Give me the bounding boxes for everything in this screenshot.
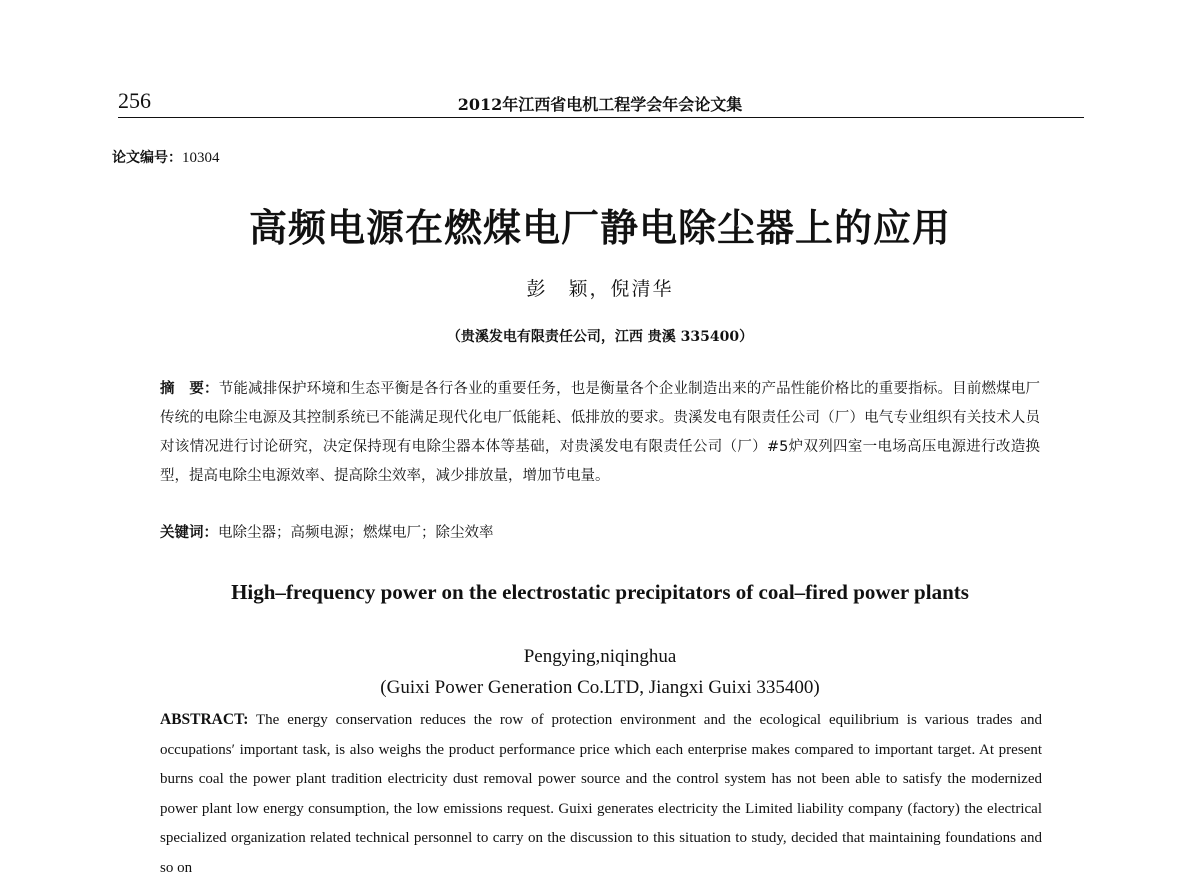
title-english: High–frequency power on the electrostatic precipitators of coal–fired power plants <box>231 580 969 604</box>
abstract-chinese-text: 节能减排保护环境和生态平衡是各行各业的重要任务，也是衡量各个企业制造出来的产品性能价格比的重要指标。目前燃煤电厂传统的电除尘电源及其控制系统已不能满足现代化电厂低能耗、低排放的要求。贵溪发电有限责任公司（厂）电气专业组织有关技术人员对该情况进行讨论研究，决定保持现有电除尘器本体等基础，对贵溪发电有限责任公司（厂）#5炉双列四室一电场高压电源进行改造换型，提高电除尘电源效率、提高除尘效率，减少排放量，增加节电量。 <box>160 381 1041 484</box>
keywords-chinese <box>160 521 1040 542</box>
running-head: 2012年江西省电机工程学会年会论文集 <box>457 95 743 114</box>
keywords-chinese-text: 电除尘器；高频电源；燃煤电厂；除尘效率 <box>218 525 494 541</box>
authors-chinese: 彭 颖，倪清华 <box>526 278 674 300</box>
title-chinese: 高频电源在燃煤电厂静电除尘器上的应用 <box>248 206 951 250</box>
page-number: 256 <box>118 88 151 113</box>
affiliation-chinese: （贵溪发电有限责任公司，江西 贵溪 335400） <box>446 329 754 345</box>
paper-number-value: 10304 <box>182 150 220 166</box>
authors-english: Pengying,niqinghua <box>523 646 677 667</box>
abstract-chinese-label: 摘 要： <box>160 381 219 397</box>
abstract-chinese <box>160 375 1040 491</box>
abstract-english-label: ABSTRACT: <box>160 711 249 728</box>
keywords-chinese-label: 关键词： <box>160 525 218 541</box>
paper-number-label: 论文编号： <box>112 150 182 166</box>
paper-number <box>112 147 220 167</box>
abstract-english <box>160 705 1042 883</box>
header-rule <box>118 117 1084 118</box>
abstract-english-text: The energy conservation reduces the row of protection environment and the ecological equilibrium is various trades and occupations′ important task, is also weighs the product performance price which each enterprise makes compared to important target. At present burns coal the power plant tradition electricity dust removal power source and the control system has not been able to satisfy the modernized power plant low energy consumption, the low emissions request. Guixi generates electricity the Limited liability company (factory) the electrical specialized organization related technical personnel to carry on the discussion to this situation to study, decided that maintaining foundations and so on <box>160 712 1042 876</box>
affiliation-english: (Guixi Power Generation Co.LTD, Jiangxi Guixi 335400) <box>380 677 820 698</box>
